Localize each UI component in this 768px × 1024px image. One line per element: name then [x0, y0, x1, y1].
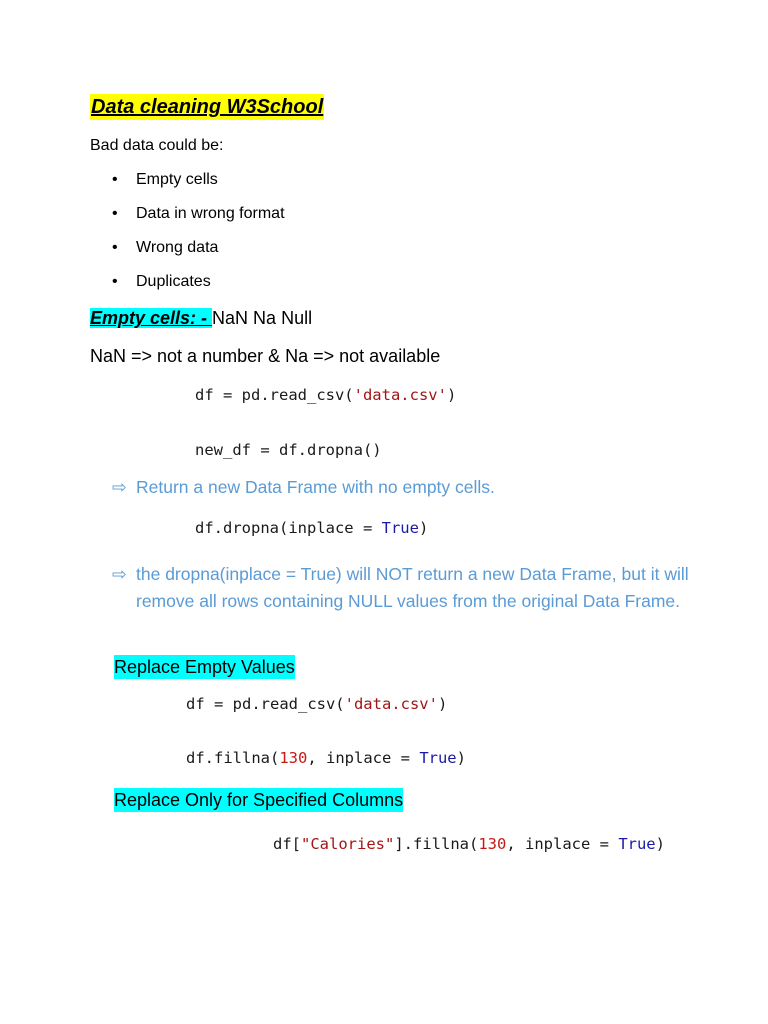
list-item: • Empty cells: [112, 171, 218, 188]
replace-columns-heading: Replace Only for Specified Columns: [114, 790, 404, 810]
code-read-csv-2: df = pd.read_csv('data.csv'): [186, 695, 448, 713]
list-item: • Data in wrong format: [112, 205, 285, 222]
page-title: Data cleaning W3School: [91, 96, 324, 118]
arrow-right-icon: ⇨: [112, 564, 127, 584]
bullet-icon: •: [112, 273, 118, 290]
code-dropna-inplace: df.dropna(inplace = True): [195, 519, 429, 537]
code-fillna-column: df["Calories"].fillna(130, inplace = True): [273, 835, 665, 853]
list-item: • Duplicates: [112, 273, 211, 290]
empty-cells-types: NaN Na Null: [212, 308, 313, 328]
arrow-right-icon: ⇨: [112, 477, 127, 497]
code-fillna: df.fillna(130, inplace = True): [186, 749, 466, 767]
note-dropna-inplace: ⇨ the dropna(inplace = True) will NOT return a new Data Frame, but it will remove all rows containing NULL values from the original Data Frame.: [112, 561, 696, 615]
nan-explanation: NaN => not a number & Na => not available: [90, 346, 441, 366]
empty-cells-label: Empty cells: -: [90, 308, 213, 328]
replace-empty-heading: Replace Empty Values: [114, 657, 295, 677]
code-dropna: new_df = df.dropna(): [195, 441, 382, 459]
bad-data-list: [112, 170, 285, 306]
bullet-icon: •: [112, 205, 118, 222]
empty-cells-heading: [90, 306, 312, 330]
code-read-csv: df = pd.read_csv('data.csv'): [195, 386, 457, 404]
list-item: • Wrong data: [112, 239, 219, 256]
bullet-icon: •: [112, 171, 118, 188]
note-dropna-return: ⇨ Return a new Data Frame with no empty cells.: [112, 474, 696, 501]
bullet-icon: •: [112, 239, 118, 256]
intro-text: Bad data could be:: [90, 137, 224, 154]
